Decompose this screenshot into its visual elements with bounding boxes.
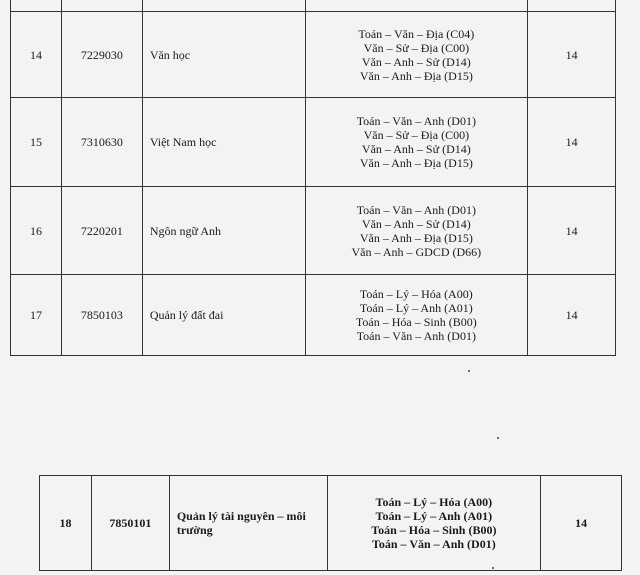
- subject-combo: Văn – Anh – Địa (D15): [359, 230, 473, 245]
- header-cell-fragment: [61, 0, 142, 12]
- row-subject-combos: [327, 476, 541, 571]
- row-stt: 14: [11, 12, 62, 98]
- header-cell-fragment: [528, 0, 616, 12]
- row-major-code: 7229030: [61, 12, 142, 98]
- row-subject-combos: [305, 98, 528, 187]
- admissions-table-top: [10, 0, 616, 356]
- row-quota: 14: [528, 275, 616, 356]
- subject-combo: Văn – Anh – GDCD (D66): [351, 244, 482, 259]
- row-quota: 14: [541, 476, 622, 571]
- row-major-name: Ngôn ngữ Anh: [142, 187, 305, 275]
- speck-mark: [468, 370, 470, 372]
- table-row: [11, 187, 616, 275]
- table-row: [11, 98, 616, 187]
- subject-combo: Toán – Lý – Hóa (A00): [375, 495, 493, 509]
- table-row: [11, 275, 616, 356]
- admissions-table-bottom: [39, 475, 622, 571]
- subject-combo: Toán – Lý – Hóa (A00): [359, 287, 473, 301]
- subject-combo: Toán – Văn – Địa (C04): [358, 26, 475, 41]
- row-major-name: Quản lý tài nguyên – môi trường: [169, 476, 327, 571]
- row-major-code: 7850103: [61, 275, 142, 356]
- speck-mark: [497, 437, 499, 439]
- subject-combo: Toán – Lý – Anh (A01): [359, 301, 473, 315]
- row-major-code: 7850101: [91, 476, 169, 571]
- header-cell-fragment: [305, 0, 528, 12]
- subject-combo: Văn – Sử – Địa (C00): [363, 40, 470, 55]
- subject-combo: Toán – Hóa – Sinh (B00): [371, 523, 497, 537]
- subject-combo: Văn – Anh – Sử (D14): [361, 142, 471, 156]
- subject-combo: Văn – Anh – Địa (D15): [359, 156, 473, 170]
- table-row: [11, 12, 616, 98]
- row-major-code: 7220201: [61, 187, 142, 275]
- table-row-header-fragment: [11, 0, 616, 12]
- row-stt: 17: [11, 275, 62, 356]
- table-row: [40, 476, 622, 571]
- subject-combo: Văn – Anh – Địa (D15): [359, 68, 473, 83]
- row-subject-combos: [305, 12, 528, 98]
- row-stt: 18: [40, 476, 92, 571]
- row-stt: 16: [11, 187, 62, 275]
- header-cell-fragment: [11, 0, 62, 12]
- row-major-name: Việt Nam học: [142, 98, 305, 187]
- subject-combo: Toán – Hóa – Sinh (B00): [355, 315, 477, 329]
- subject-combo: Toán – Văn – Anh (D01): [356, 329, 476, 343]
- row-quota: 14: [528, 187, 616, 275]
- row-major-code: 7310630: [61, 98, 142, 187]
- row-subject-combos: [305, 275, 528, 356]
- row-quota: 14: [528, 98, 616, 187]
- subject-combo: Văn – Anh – Sử (D14): [361, 216, 471, 231]
- subject-combo: Toán – Văn – Anh (D01): [371, 537, 496, 551]
- row-stt: 15: [11, 98, 62, 187]
- row-major-name: Quản lý đất đai: [142, 275, 305, 356]
- row-quota: 14: [528, 12, 616, 98]
- subject-combo: Toán – Lý – Anh (A01): [375, 509, 493, 523]
- row-major-name: Văn học: [142, 12, 305, 98]
- row-subject-combos: [305, 187, 528, 275]
- header-cell-fragment: [142, 0, 305, 12]
- subject-combo: Toán – Văn – Anh (D01): [356, 202, 476, 217]
- subject-combo: Văn – Anh – Sử (D14): [361, 54, 471, 69]
- subject-combo: Văn – Sử – Địa (C00): [363, 128, 470, 142]
- subject-combo: Toán – Văn – Anh (D01): [356, 114, 476, 128]
